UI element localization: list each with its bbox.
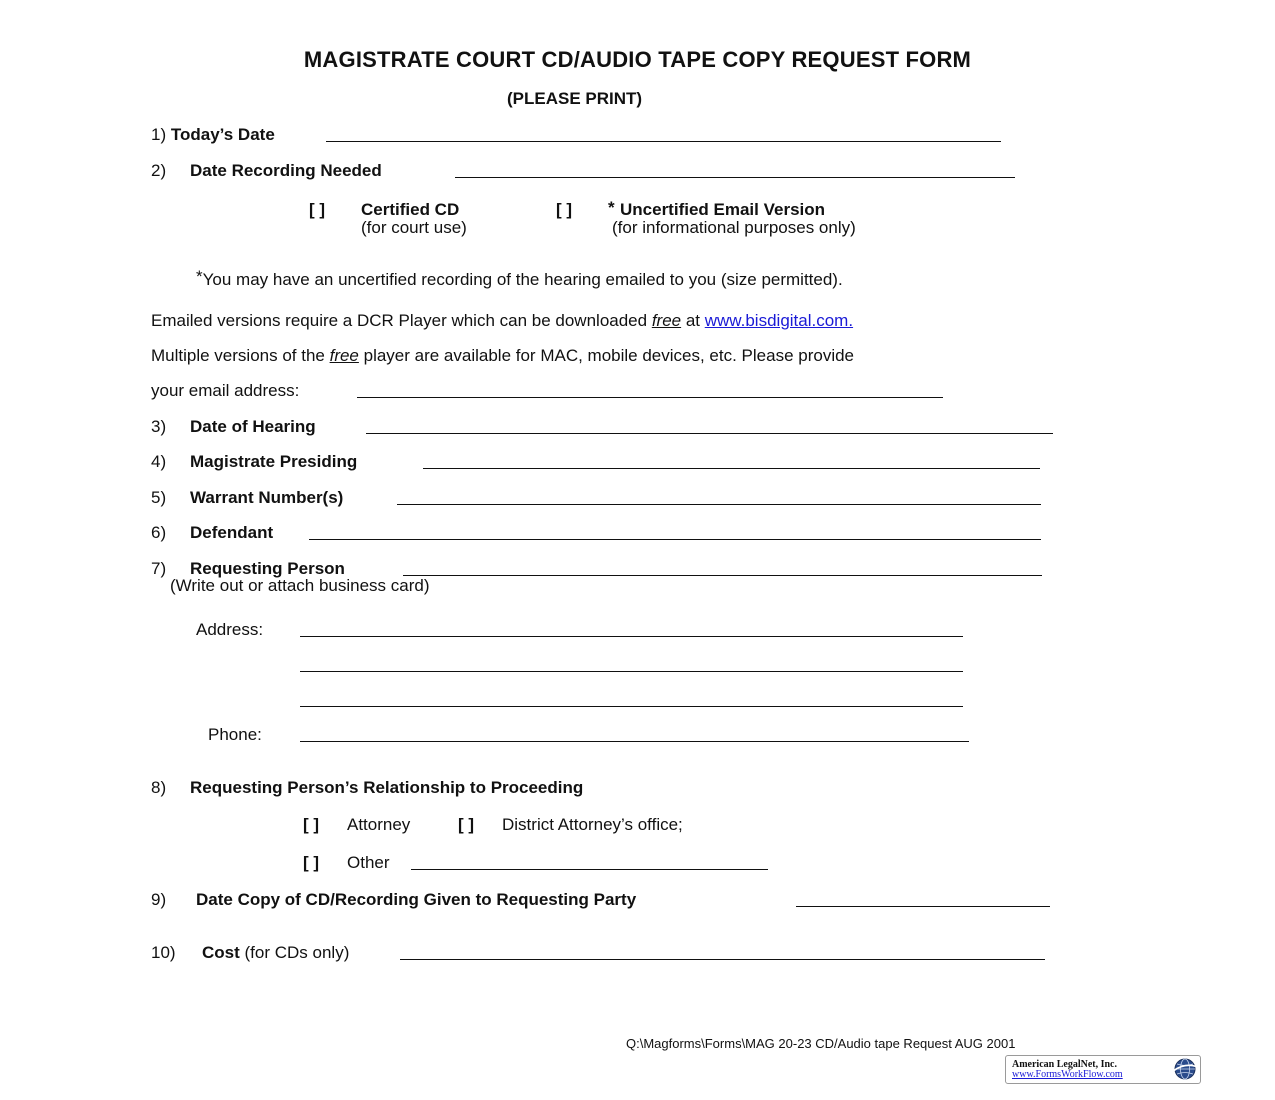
uncertified-label: Uncertified Email Version	[620, 200, 826, 219]
field-date-copy-given	[151, 890, 636, 910]
attorney-checkbox[interactable]: [ ]	[303, 815, 320, 834]
other-label: Other	[347, 853, 390, 872]
notice-text-3a: Multiple versions of the	[151, 346, 330, 365]
field-number: 6)	[151, 523, 167, 542]
magistrate-presiding-input-line[interactable]	[423, 468, 1040, 469]
field-number: 4)	[151, 452, 167, 471]
legalnet-logo[interactable]	[1005, 1055, 1201, 1084]
field-label: Date Recording Needed	[190, 161, 382, 180]
field-label: Requesting Person’s Relationship to Proceeding	[190, 778, 584, 797]
form-title: MAGISTRATE COURT CD/AUDIO TAPE COPY REQUEST FORM	[303, 47, 972, 72]
field-date-of-hearing	[151, 417, 316, 437]
field-label: Date of Hearing	[190, 417, 316, 436]
bisdigital-link[interactable]: www.bisdigital.com.	[704, 311, 854, 330]
uncertified-checkbox[interactable]: [ ]	[556, 200, 573, 219]
notice-text-2b: at	[681, 311, 705, 330]
notice-text-2a: Emailed versions require a DCR Player which can be downloaded	[151, 311, 652, 330]
notice-line-3	[151, 346, 854, 366]
other-checkbox[interactable]: [ ]	[303, 853, 320, 872]
da-office-label: District Attorney’s office;	[502, 815, 683, 834]
logo-url[interactable]: www.FormsWorkFlow.com	[1012, 1069, 1123, 1080]
notice-line-2	[151, 311, 853, 331]
notice-text-1: You may have an uncertified recording of the hearing emailed to you (size permitted).	[202, 270, 843, 289]
field-number: 1)	[151, 125, 167, 144]
free-text: free	[651, 311, 682, 330]
phone-label: Phone:	[208, 725, 262, 744]
uncertified-star: *	[608, 198, 615, 217]
globe-icon	[1174, 1058, 1196, 1080]
warrant-numbers-input-line[interactable]	[397, 504, 1041, 505]
date-of-hearing-input-line[interactable]	[366, 433, 1053, 434]
logo-name: American LegalNet, Inc.	[1012, 1059, 1117, 1070]
address-input-line-1[interactable]	[300, 636, 963, 637]
field-number: 8)	[151, 778, 167, 797]
field-label: Warrant Number(s)	[190, 488, 344, 507]
field-relationship	[151, 778, 583, 798]
field-warrant-numbers	[151, 488, 343, 508]
form-subtitle: (PLEASE PRINT)	[507, 89, 643, 108]
field-number: 3)	[151, 417, 167, 436]
field-number: 10)	[151, 943, 176, 962]
da-office-checkbox[interactable]: [ ]	[458, 815, 475, 834]
field-label: Cost	[202, 943, 240, 962]
field-label: Magistrate Presiding	[190, 452, 358, 471]
field-label: Date Copy of CD/Recording Given to Requesting Party	[196, 890, 637, 909]
field-cost	[151, 943, 349, 963]
date-recording-needed-input-line[interactable]	[455, 177, 1015, 178]
email-address-label: your email address:	[151, 381, 300, 400]
field-suffix: (for CDs only)	[244, 943, 350, 962]
field-label: Requesting Person	[190, 559, 345, 578]
address-input-line-3[interactable]	[300, 706, 963, 707]
field-defendant	[151, 523, 273, 543]
field-todays-date	[151, 125, 275, 145]
cost-input-line[interactable]	[400, 959, 1045, 960]
address-input-line-2[interactable]	[300, 671, 963, 672]
other-input-line[interactable]	[411, 869, 768, 870]
field-magistrate-presiding	[151, 452, 357, 472]
field-number: 5)	[151, 488, 167, 507]
defendant-input-line[interactable]	[309, 539, 1041, 540]
form-reference: Q:\Magforms\Forms\MAG 20-23 CD/Audio tape Request AUG 2001	[626, 1036, 1016, 1051]
notice-star: *	[196, 267, 203, 286]
field-number: 7)	[151, 559, 167, 578]
date-copy-given-input-line[interactable]	[796, 906, 1050, 907]
notice-line-1	[196, 267, 843, 290]
certified-checkbox[interactable]: [ ]	[309, 200, 326, 219]
field-number: 9)	[151, 890, 167, 909]
email-address-input-line[interactable]	[357, 397, 943, 398]
requesting-person-input-line[interactable]	[403, 575, 1042, 576]
field-label: Defendant	[190, 523, 274, 542]
field-label: Today’s Date	[170, 125, 275, 144]
phone-input-line[interactable]	[300, 741, 969, 742]
certified-label: Certified CD	[361, 200, 460, 219]
notice-text-3b: player are available for MAC, mobile devices, etc. Please provide	[358, 346, 855, 365]
attorney-label: Attorney	[347, 815, 411, 834]
field-number: 2)	[151, 161, 167, 180]
free-text: free	[329, 346, 359, 365]
todays-date-input-line[interactable]	[326, 141, 1001, 142]
uncertified-note: (for informational purposes only)	[612, 218, 856, 237]
field-date-recording-needed	[151, 161, 382, 181]
certified-note: (for court use)	[361, 218, 467, 237]
requesting-person-note: (Write out or attach business card)	[170, 576, 430, 595]
address-label: Address:	[196, 620, 264, 639]
